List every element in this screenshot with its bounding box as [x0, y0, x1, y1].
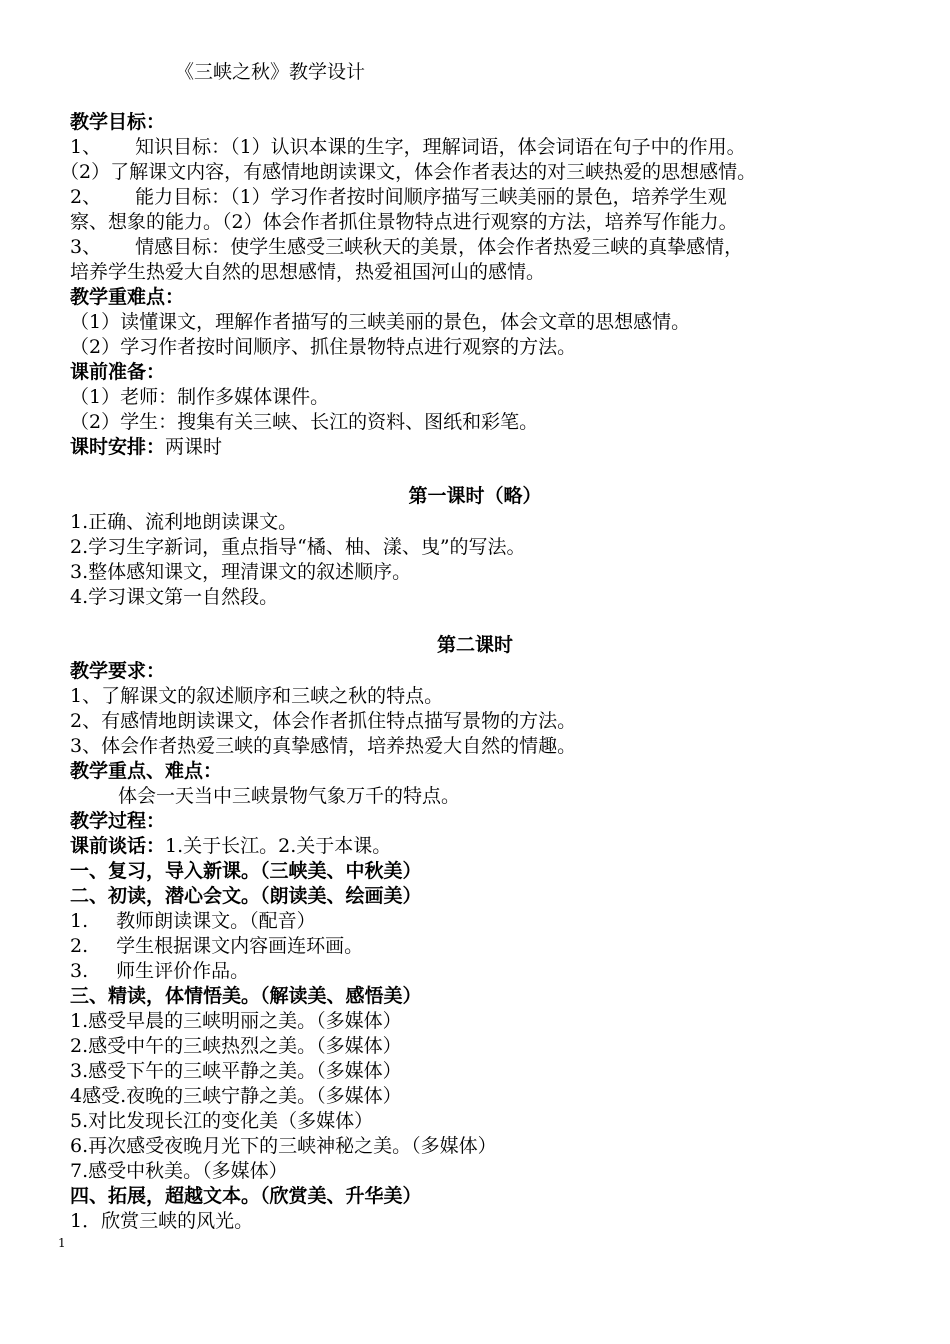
step4-item: 1．欣赏三峡的风光。 — [70, 1210, 254, 1232]
objective-text-1: 知识目标：（1）认识本课的生字，理解词语，体会词语在句子中的作用。 — [135, 136, 746, 158]
focus-text: 体会一天当中三峡景物气象万千的特点。 — [118, 785, 461, 807]
objective-line-2: （2）了解课文内容，有感情地朗读课文，体会作者表达的对三峡热爱的思想感情。 — [60, 161, 757, 183]
objective-line-1 — [70, 135, 746, 160]
step2-item-text: 学生根据课文内容画连环画。 — [116, 935, 364, 957]
document-title: 《三峡之秋》教学设计 — [175, 61, 366, 83]
requirement-item: 2、有感情地朗读课文，体会作者抓住特点描写景物的方法。 — [70, 710, 577, 732]
schedule-label: 课时安排： — [70, 436, 166, 458]
key-point-item: （1）读懂课文，理解作者描写的三峡美丽的景色，体会文章的思想感情。 — [70, 311, 691, 333]
requirements-heading: 教学要求： — [70, 660, 166, 682]
process-heading: 教学过程： — [70, 810, 166, 832]
objective-num-3: 3、 — [70, 236, 102, 258]
step2-item-text: 教师朗读课文。（配音） — [116, 910, 316, 932]
lesson1-heading: 第一课时（略） — [408, 485, 542, 507]
step2-item — [70, 934, 363, 959]
page-number: 1 — [58, 1236, 66, 1250]
lesson1-item: 2.学习生字新词，重点指导“橘、柚、漾、曳”的写法。 — [70, 536, 526, 558]
key-point-item: （2）学习作者按时间顺序、抓住景物特点进行观察的方法。 — [70, 336, 577, 358]
step3-item: 4感受.夜晚的三峡宁静之美。（多媒体） — [70, 1085, 402, 1107]
lesson1-item: 1.正确、流利地朗读课文。 — [70, 511, 298, 533]
step3-item: 7.感受中秋美。（多媒体） — [70, 1160, 288, 1182]
objectives-heading: 教学目标： — [70, 111, 166, 133]
step3-item: 3.感受下午的三峡平静之美。（多媒体） — [70, 1060, 402, 1082]
lesson2-heading: 第二课时 — [436, 634, 513, 656]
objective-text-3: 能力目标：（1）学习作者按时间顺序描写三峡美丽的景色，培养学生观 — [135, 186, 727, 208]
step3-item: 6.再次感受夜晚月光下的三峡神秘之美。（多媒体） — [70, 1135, 497, 1157]
step2-item — [70, 959, 249, 984]
talk-line — [70, 834, 391, 859]
prep-item: （1）老师：制作多媒体课件。 — [70, 386, 330, 408]
step-heading-1: 一、复习，导入新课。（三峡美、中秋美） — [70, 860, 422, 882]
lesson1-item: 4.学习课文第一自然段。 — [70, 586, 279, 608]
objective-num-1: 1、 — [70, 136, 102, 158]
requirement-item: 1、了解课文的叙述顺序和三峡之秋的特点。 — [70, 685, 444, 707]
step2-item-num: 3. — [70, 960, 89, 982]
step2-item — [70, 909, 316, 934]
objective-line-3 — [70, 185, 727, 210]
objective-line-5 — [70, 235, 743, 260]
step2-item-text: 师生评价作品。 — [116, 960, 250, 982]
prep-item: （2）学生：搜集有关三峡、长江的资料、图纸和彩笔。 — [70, 411, 539, 433]
talk-text: 1.关于长江。2.关于本课。 — [165, 835, 392, 857]
step2-item-num: 1. — [70, 910, 89, 932]
step-heading-4: 四、拓展，超越文本。（欣赏美、升华美） — [70, 1185, 422, 1207]
key-points-heading: 教学重难点： — [70, 286, 185, 308]
objective-line-4: 察、想象的能力。（2）体会作者抓住景物特点进行观察的方法，培养写作能力。 — [70, 211, 738, 233]
step-heading-2: 二、初读，潜心会文。（朗读美、绘画美） — [70, 885, 422, 907]
step3-item: 5.对比发现长江的变化美（多媒体） — [70, 1110, 374, 1132]
focus-line — [70, 784, 460, 809]
focus-heading: 教学重点、难点： — [70, 760, 223, 782]
objective-line-6: 培养学生热爱大自然的思想感情，热爱祖国河山的感情。 — [70, 261, 546, 283]
requirement-item: 3、体会作者热爱三峡的真挚感情，培养热爱大自然的情趣。 — [70, 735, 577, 757]
step-heading-3: 三、精读，体情悟美。（解读美、感悟美） — [70, 985, 422, 1007]
lesson1-item: 3.整体感知课文，理清课文的叙述顺序。 — [70, 561, 412, 583]
schedule-value: 两课时 — [165, 436, 223, 458]
objective-num-2: 2、 — [70, 186, 102, 208]
step2-item-num: 2. — [70, 935, 89, 957]
talk-label: 课前谈话： — [70, 835, 166, 857]
schedule-line — [70, 435, 222, 460]
objective-text-5: 情感目标：使学生感受三峡秋天的美景，体会作者热爱三峡的真挚感情， — [135, 236, 744, 258]
step3-item: 2.感受中午的三峡热烈之美。（多媒体） — [70, 1035, 402, 1057]
step3-item: 1.感受早晨的三峡明丽之美。（多媒体） — [70, 1010, 402, 1032]
prep-heading: 课前准备： — [70, 361, 166, 383]
